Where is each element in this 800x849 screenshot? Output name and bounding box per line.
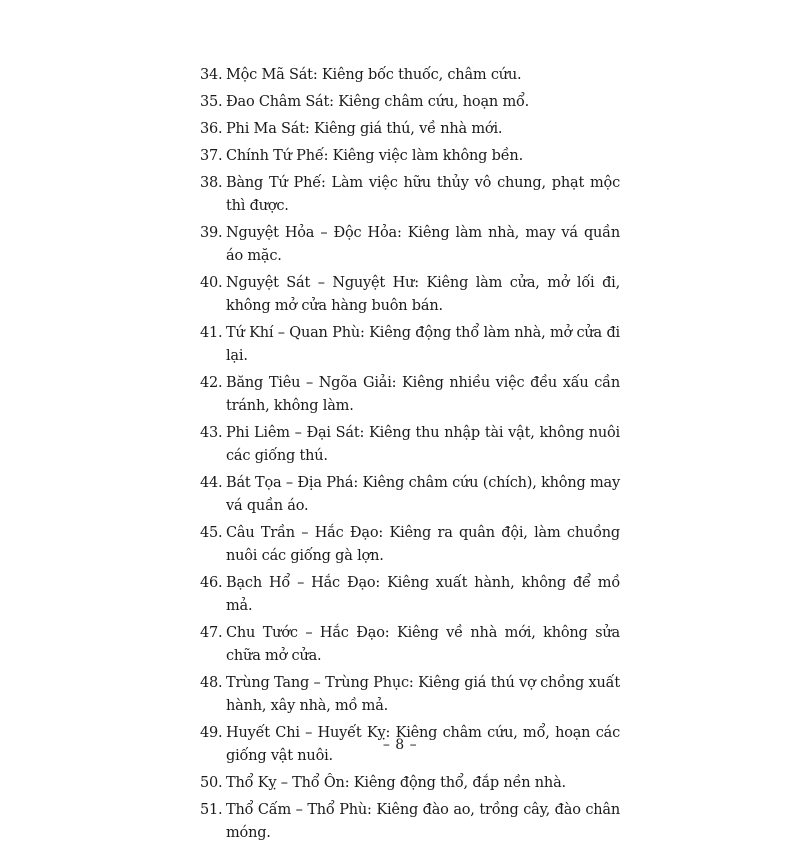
- list-item: [200, 472, 620, 518]
- item-number: 47.: [200, 625, 223, 641]
- item-number: 38.: [200, 175, 223, 191]
- item-number: 43.: [200, 425, 223, 441]
- list-item: [200, 372, 620, 418]
- item-number: 51.: [200, 802, 223, 818]
- list-item: [200, 672, 620, 718]
- item-text: Mộc Mã Sát: Kiêng bốc thuốc, châm cứu.: [226, 67, 522, 83]
- item-number: 46.: [200, 575, 223, 591]
- list-item: [200, 322, 620, 368]
- item-text: Chu Tước – Hắc Đạo: Kiêng về nhà mới, không sửa chữa mở cửa.: [226, 625, 620, 664]
- item-text: Huyết Chi – Huyết Kỵ: Kiêng châm cứu, mổ, hoạn các giống vật nuôi.: [226, 725, 620, 764]
- item-text: Nguyệt Hỏa – Độc Hỏa: Kiêng làm nhà, may vá quần áo mặc.: [226, 225, 620, 264]
- item-number: 44.: [200, 475, 223, 491]
- item-number: 40.: [200, 275, 223, 291]
- list-item: [200, 64, 620, 87]
- item-number: 34.: [200, 67, 223, 83]
- item-text: Thổ Cấm – Thổ Phù: Kiêng đào ao, trồng cây, đào chân móng.: [226, 802, 620, 841]
- item-number: 41.: [200, 325, 223, 341]
- item-text: Nguyệt Sát – Nguyệt Hư: Kiêng làm cửa, mở lối đi, không mở cửa hàng buôn bán.: [226, 275, 620, 314]
- item-number: 42.: [200, 375, 223, 391]
- list-item: [200, 622, 620, 668]
- taboo-list: [200, 64, 620, 849]
- item-number: 35.: [200, 94, 223, 110]
- list-item: [200, 772, 620, 795]
- item-text: Tứ Khí – Quan Phù: Kiêng động thổ làm nhà, mở cửa đi lại.: [226, 325, 620, 364]
- item-number: 45.: [200, 525, 223, 541]
- list-item: [200, 522, 620, 568]
- item-text: Băng Tiêu – Ngõa Giải: Kiêng nhiều việc đều xấu cần tránh, không làm.: [226, 375, 620, 414]
- list-item: [200, 145, 620, 168]
- item-number: 48.: [200, 675, 223, 691]
- item-number: 36.: [200, 121, 223, 137]
- item-number: 37.: [200, 148, 223, 164]
- item-number: 39.: [200, 225, 223, 241]
- list-item: [200, 91, 620, 114]
- list-item: [200, 422, 620, 468]
- item-number: 49.: [200, 725, 223, 741]
- list-item: [200, 172, 620, 218]
- list-item: [200, 222, 620, 268]
- list-item: [200, 799, 620, 845]
- item-text: Phi Liêm – Đại Sát: Kiêng thu nhập tài vật, không nuôi các giống thú.: [226, 425, 620, 464]
- item-text: Bạch Hổ – Hắc Đạo: Kiêng xuất hành, không để mồ mả.: [226, 575, 620, 614]
- item-text: Đao Châm Sát: Kiêng châm cứu, hoạn mổ.: [226, 94, 530, 110]
- item-number: 50.: [200, 775, 223, 791]
- item-text: Phi Ma Sát: Kiêng giá thú, về nhà mới.: [226, 121, 503, 137]
- item-text: Thổ Kỵ – Thổ Ôn: Kiêng động thổ, đắp nền nhà.: [226, 775, 566, 791]
- item-text: Câu Trần – Hắc Đạo: Kiêng ra quân đội, làm chuồng nuôi các giống gà lợn.: [226, 525, 620, 564]
- item-text: Bát Tọa – Địa Phá: Kiêng châm cứu (chích), không may vá quần áo.: [226, 475, 620, 514]
- list-item: [200, 572, 620, 618]
- list-item: [200, 272, 620, 318]
- list-item: [200, 118, 620, 141]
- item-text: Trùng Tang – Trùng Phục: Kiêng giá thú vợ chồng xuất hành, xây nhà, mồ mả.: [226, 675, 620, 714]
- item-text: Bàng Tứ Phế: Làm việc hữu thủy vô chung, phạt mộc thì được.: [226, 175, 620, 214]
- item-text: Chính Tứ Phế: Kiêng việc làm không bền.: [226, 148, 523, 164]
- page-number: – 8 –: [382, 737, 418, 753]
